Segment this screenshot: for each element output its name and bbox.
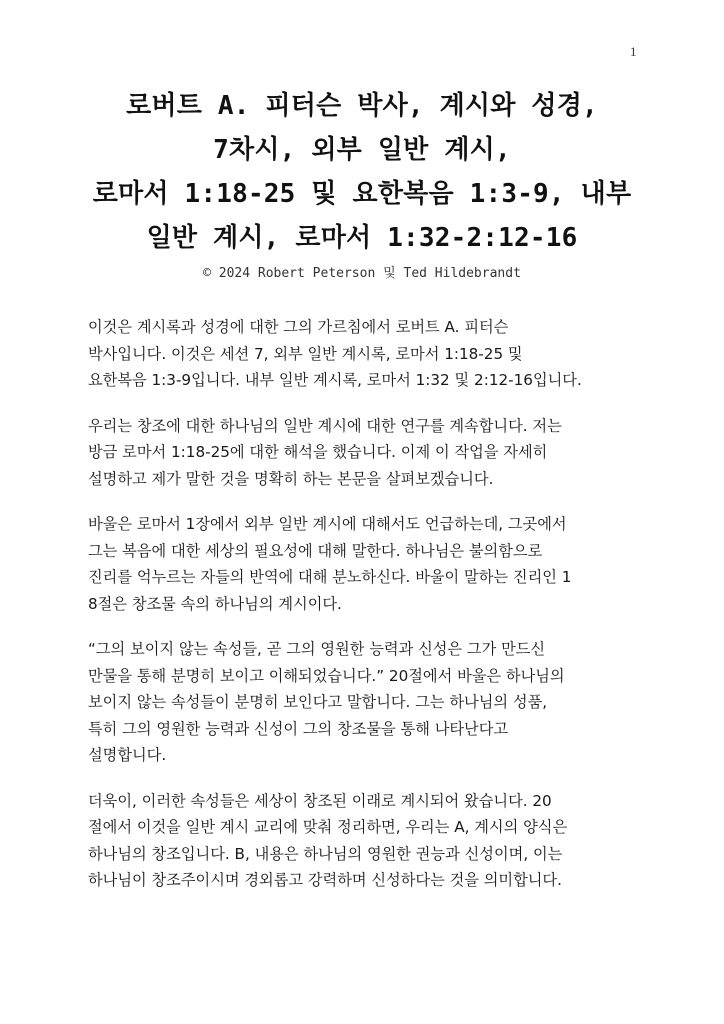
title-line: 로버트 A. 피터슨 박사, 계시와 성경, [126, 91, 598, 121]
title-line: 일반 계시, 로마서 1:32-2:12-16 [146, 223, 578, 253]
title-line: 7차시, 외부 일반 계시, [213, 135, 511, 165]
text-line: 더욱이, 이러한 속성들은 세상이 창조된 이래로 계시되어 왔습니다. 20 [88, 791, 552, 810]
text-line: 만물을 통해 분명히 보이고 이해되었습니다.” 20절에서 바울은 하나님의 [88, 666, 565, 685]
text-line: 보이지 않는 속성들이 분명히 보인다고 말합니다. 그는 하나님의 성품, [88, 693, 548, 711]
text-line: 설명하고 제가 말한 것을 명확히 하는 본문을 살펴보겠습니다. [88, 469, 494, 488]
paragraph [88, 636, 648, 769]
paragraph [88, 511, 648, 617]
text-line: 그는 복음에 대한 세상의 필요성에 대해 말한다. 하나님은 불의함으로 [88, 541, 543, 560]
text-line: 하나님의 창조입니다. B, 내용은 하나님의 영원한 권능과 신성이며, 이는 [88, 844, 563, 863]
text-line: “그의 보이지 않는 속성들, 곧 그의 영원한 능력과 신성은 그가 만드신 [88, 640, 546, 658]
copyright-line: © 2024 Robert Peterson 및 Ted Hildebrandt [203, 266, 521, 281]
title-line: 로마서 1:18-25 및 요한복음 1:3-9, 내부 [92, 179, 632, 209]
paragraph [88, 314, 648, 394]
text-line: 박사입니다. 이것은 세션 7, 외부 일반 계시록, 로마서 1:18-25 및 [88, 344, 523, 363]
paragraph [88, 413, 648, 493]
paragraph [88, 788, 648, 894]
text-line: 우리는 창조에 대한 하나님의 일반 계시에 대한 연구를 계속합니다. 저는 [88, 416, 562, 435]
text-line: 설명합니다. [88, 746, 167, 764]
text-line: 절에서 이것을 일반 계시 교리에 맞춰 정리하면, 우리는 A, 계시의 양식은 [88, 818, 568, 836]
text-line: 이것은 계시록과 성경에 대한 그의 가르침에서 로버트 A. 피터슨 [88, 318, 509, 336]
text-line: 8절은 창조물 속의 하나님의 계시이다. [88, 594, 342, 613]
text-line: 요한복음 1:3-9입니다. 내부 일반 계시록, 로마서 1:32 및 2:12-16입니다. [88, 371, 582, 389]
text-line: 특히 그의 영원한 능력과 신성이 그의 창조물을 통해 나타난다고 [88, 719, 509, 738]
text-line: 방금 로마서 1:18-25에 대한 해석을 했습니다. 이제 이 작업을 자세히 [88, 443, 548, 461]
page-number: 1 [630, 44, 637, 59]
title-block [40, 84, 684, 286]
body-text [88, 314, 648, 913]
text-line: 진리를 억누르는 자들의 반역에 대해 분노하신다. 바울이 말하는 진리인 1 [88, 568, 572, 586]
text-line: 하나님이 창조주이시며 경외롭고 강력하며 신성하다는 것을 의미합니다. [88, 871, 562, 889]
text-line: 바울은 로마서 1장에서 외부 일반 계시에 대해서도 언급하는데, 그곳에서 [88, 515, 567, 533]
